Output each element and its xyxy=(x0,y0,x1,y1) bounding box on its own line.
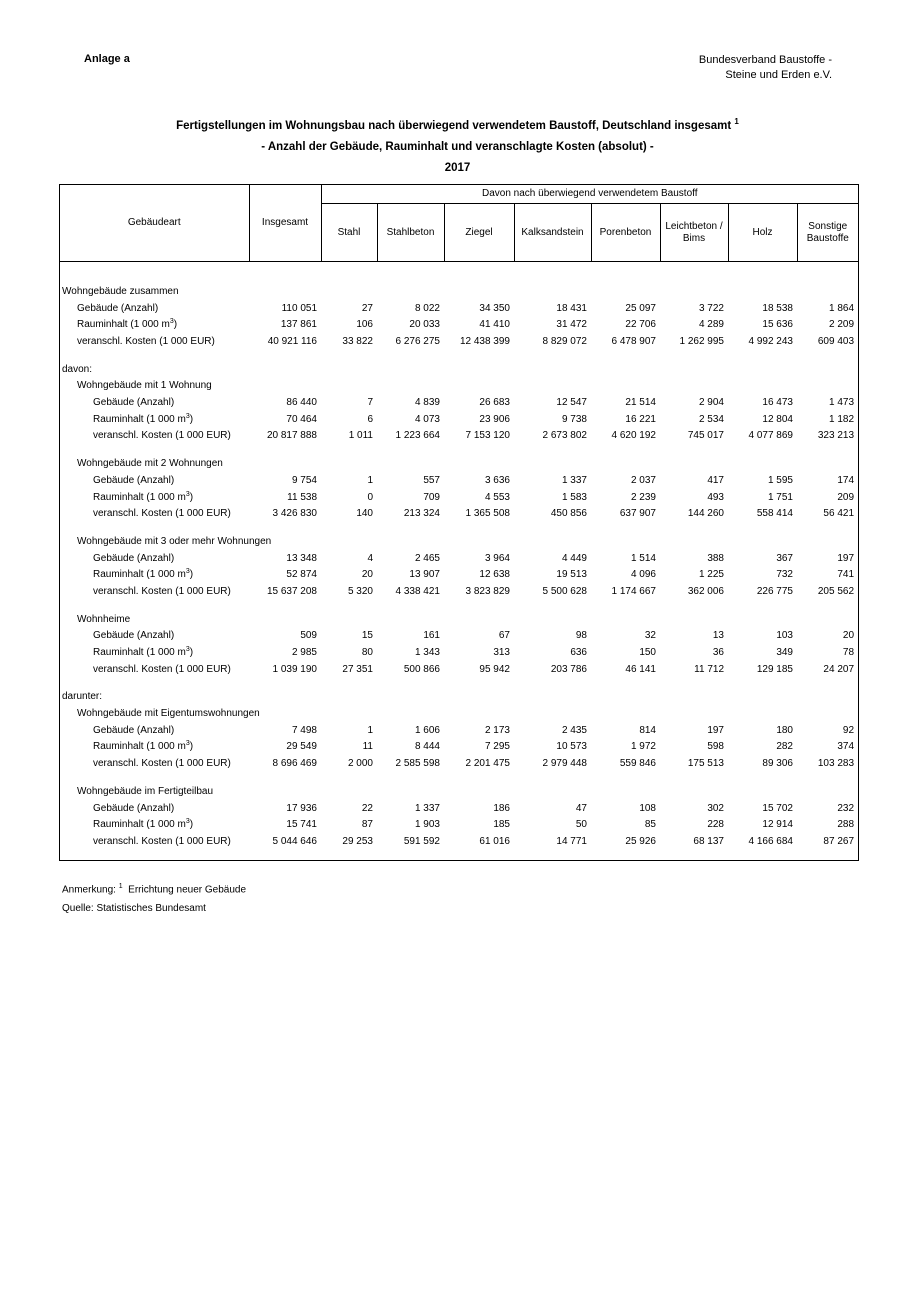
table-row xyxy=(60,411,858,428)
table-cell: 2 000 xyxy=(347,758,373,770)
table-cell: 87 xyxy=(361,819,373,831)
table-cell: 609 403 xyxy=(817,336,855,347)
section-label: Wohngebäude zusammen xyxy=(62,285,179,297)
section-label: Wohngebäude im Fertigteilbau xyxy=(77,785,214,797)
section-label: Wohngebäude mit 1 Wohnung xyxy=(77,380,212,392)
table-cell: 493 xyxy=(707,491,724,503)
statistics-table xyxy=(60,185,858,850)
table-cell: 15 637 208 xyxy=(266,585,317,597)
table-cell: 21 514 xyxy=(625,397,656,409)
table-cell: 709 xyxy=(423,491,440,503)
table-cell: 4 992 243 xyxy=(748,336,793,347)
table-row xyxy=(60,706,858,723)
table-cell: 103 xyxy=(776,630,793,642)
table-cell: 1 223 664 xyxy=(395,430,440,442)
table-cell: 1 751 xyxy=(767,491,793,503)
table-cell: 13 xyxy=(712,630,724,642)
table-cell: 1 337 xyxy=(414,802,440,814)
table-cell: 15 741 xyxy=(286,819,317,831)
table-cell: 12 547 xyxy=(556,397,587,409)
table-row xyxy=(60,456,858,473)
row-label: veranschl. Kosten (1 000 EUR) xyxy=(77,336,215,347)
header-sonstige: Sonstige Baustoffe xyxy=(806,220,849,244)
row-label: Gebäude (Anzahl) xyxy=(93,397,175,409)
header-stahl: Stahl xyxy=(321,204,377,262)
table-cell: 13 907 xyxy=(409,569,440,581)
row-label: Rauminhalt (1 000 $m^3$) xyxy=(93,740,194,753)
table-cell: 18 538 xyxy=(762,302,793,314)
table-cell: 16 221 xyxy=(625,413,656,425)
table-cell: 140 xyxy=(356,508,373,520)
table-row xyxy=(60,334,858,351)
table-cell: 8 829 072 xyxy=(542,336,587,347)
title-year: 2017 xyxy=(444,161,471,174)
table-cell: 2 239 xyxy=(630,491,656,503)
table-cell: 814 xyxy=(639,724,656,736)
row-label: Gebäude (Anzahl) xyxy=(93,724,175,736)
table-cell: 24 207 xyxy=(823,663,855,675)
table-cell: 95 942 xyxy=(479,663,510,675)
table-cell: 450 856 xyxy=(550,508,587,520)
table-cell: 2 435 xyxy=(561,724,587,736)
table-cell: 302 xyxy=(707,802,724,814)
table-cell: 1 039 190 xyxy=(272,663,317,675)
section-label: Wohngebäude mit Eigentumswohnungen xyxy=(77,708,260,720)
table-cell: 161 xyxy=(423,630,440,642)
row-label: veranschl. Kosten (1 000 EUR) xyxy=(93,508,231,520)
table-cell: 2 209 xyxy=(828,319,855,331)
table-row xyxy=(60,628,858,645)
table-cell: 6 xyxy=(367,413,373,425)
table-cell: 137 861 xyxy=(280,319,317,331)
row-label: Gebäude (Anzahl) xyxy=(93,552,175,564)
table-cell: 636 xyxy=(570,647,587,658)
table-cell: 6 478 907 xyxy=(611,336,656,347)
table-cell: 56 421 xyxy=(823,508,855,520)
table-row xyxy=(60,428,858,445)
table-cell: 85 xyxy=(644,819,656,831)
table-cell: 70 464 xyxy=(286,413,317,425)
header-holz: Holz xyxy=(728,204,797,262)
table-cell: 5 500 628 xyxy=(542,585,587,597)
row-label: veranschl. Kosten (1 000 EUR) xyxy=(93,758,231,770)
table-cell: 4 839 xyxy=(414,397,440,409)
table-cell: 2 465 xyxy=(414,552,440,564)
header-insgesamt: Insgesamt xyxy=(249,185,321,262)
table-cell: 1 606 xyxy=(414,724,440,736)
table-cell: 103 283 xyxy=(817,758,855,770)
table-cell: 1 595 xyxy=(767,474,793,486)
table-cell: 2 173 xyxy=(484,724,510,736)
table-cell: 5 044 646 xyxy=(272,835,317,847)
table-cell: 388 xyxy=(707,552,724,564)
row-label: veranschl. Kosten (1 000 EUR) xyxy=(93,663,231,675)
table-row xyxy=(60,567,858,584)
table-row xyxy=(60,350,858,361)
table-cell: 22 xyxy=(361,802,373,814)
section-label: Wohnheime xyxy=(77,613,131,625)
table-cell: 197 xyxy=(707,724,724,736)
table-cell: 4 553 xyxy=(484,491,510,503)
table-cell: 9 738 xyxy=(561,413,587,425)
table-row xyxy=(60,756,858,773)
table-cell: 591 592 xyxy=(403,835,440,847)
table-row xyxy=(60,550,858,567)
table-cell: 1 583 xyxy=(561,491,587,503)
table-cell: 20 033 xyxy=(409,319,440,331)
header-stahlbeton: Stahlbeton xyxy=(377,204,444,262)
table-cell: 7 153 120 xyxy=(465,430,510,442)
table-cell: 3 964 xyxy=(484,552,510,564)
table-cell: 22 706 xyxy=(625,319,656,331)
table-row xyxy=(60,317,858,334)
table-row xyxy=(60,611,858,628)
table-body xyxy=(60,262,858,851)
section-label: davon: xyxy=(62,363,93,375)
table-cell: 52 874 xyxy=(286,569,317,581)
row-label: Gebäude (Anzahl) xyxy=(93,630,175,642)
table-cell: 559 846 xyxy=(619,758,656,770)
header-davon: Davon nach überwiegend verwendetem Baustoff xyxy=(321,185,858,204)
table-cell: 16 473 xyxy=(762,397,793,409)
annex-label: Anlage a xyxy=(84,53,130,65)
table-cell: 12 804 xyxy=(762,413,793,425)
table-row xyxy=(60,489,858,506)
table-cell: 203 786 xyxy=(550,663,587,675)
table-cell: 110 051 xyxy=(281,302,317,314)
table-cell: 2 201 475 xyxy=(465,758,510,770)
table-cell: 12 638 xyxy=(479,569,510,581)
table-cell: 67 xyxy=(498,630,510,642)
footnote-quelle: Quelle: Statistisches Bundesamt xyxy=(62,903,206,915)
table-row xyxy=(60,817,858,834)
table-cell: 7 xyxy=(367,397,373,409)
table-cell: 50 xyxy=(575,819,587,831)
table-cell: 150 xyxy=(639,647,656,658)
table-cell: 205 562 xyxy=(817,585,855,597)
header-ziegel: Ziegel xyxy=(444,204,514,262)
table-cell: 1 972 xyxy=(630,741,656,753)
table-cell: 598 xyxy=(707,741,724,753)
table-cell: 2 585 598 xyxy=(395,758,440,770)
statistics-table-frame xyxy=(59,184,859,861)
table-row xyxy=(60,661,858,678)
row-label: veranschl. Kosten (1 000 EUR) xyxy=(93,430,231,442)
table-cell: 11 712 xyxy=(694,663,724,675)
table-cell: 8 022 xyxy=(414,302,440,314)
table-row xyxy=(60,523,858,534)
table-cell: 5 320 xyxy=(347,585,373,597)
table-cell: 228 xyxy=(707,819,724,831)
table-cell: 313 xyxy=(493,647,510,658)
table-cell: 11 538 xyxy=(287,491,317,503)
title-line-1: Fertigstellungen im Wohnungsbau nach überwiegend verwendetem Baustoff, Deutschland insgesamt $^1$ xyxy=(176,117,739,132)
table-cell: 9 754 xyxy=(291,474,317,486)
table-cell: 27 351 xyxy=(342,663,373,675)
table-cell: 1 xyxy=(367,724,373,736)
header-leichtbeton: Leichtbeton / Bims xyxy=(660,204,728,262)
table-cell: 349 xyxy=(776,647,793,658)
table-row xyxy=(60,834,858,851)
table-cell: 3 722 xyxy=(698,302,724,314)
table-cell: 61 016 xyxy=(479,835,510,847)
table-cell: 23 906 xyxy=(479,413,510,425)
table-row xyxy=(60,273,858,284)
table-cell: 1 864 xyxy=(828,302,855,314)
table-cell: 92 xyxy=(842,724,855,736)
table-cell: 8 444 xyxy=(414,741,440,753)
table-cell: 46 141 xyxy=(625,663,656,675)
section-label: Wohngebäude mit 2 Wohnungen xyxy=(77,458,223,470)
table-row xyxy=(60,800,858,817)
table-cell: 11 xyxy=(362,741,373,753)
table-cell: 7 498 xyxy=(291,724,317,736)
table-cell: 41 410 xyxy=(479,319,510,331)
table-cell: 98 xyxy=(575,630,587,642)
table-cell: 29 253 xyxy=(342,835,373,847)
table-cell: 4 077 869 xyxy=(748,430,793,442)
table-cell: 10 573 xyxy=(556,741,587,753)
table-cell: 4 096 xyxy=(630,569,656,581)
table-cell: 7 295 xyxy=(484,741,510,753)
table-cell: 34 350 xyxy=(479,302,510,314)
table-cell: 1 903 xyxy=(414,819,440,831)
table-cell: 25 097 xyxy=(625,302,656,314)
table-cell: 1 225 xyxy=(698,569,724,581)
table-cell: 1 473 xyxy=(828,397,855,409)
table-cell: 367 xyxy=(776,552,793,564)
table-cell: 6 276 275 xyxy=(395,336,440,347)
table-cell: 129 185 xyxy=(756,663,793,675)
title-footnote-marker: 1 xyxy=(734,117,739,126)
table-cell: 108 xyxy=(639,802,656,814)
table-row xyxy=(60,783,858,800)
header-kalksandstein: Kalksandstein xyxy=(514,204,591,262)
table-cell: 8 696 469 xyxy=(272,758,317,770)
table-cell: 417 xyxy=(707,474,724,486)
table-cell: 80 xyxy=(361,647,373,658)
table-cell: 2 979 448 xyxy=(542,758,587,770)
table-cell: 180 xyxy=(776,724,793,736)
table-row xyxy=(60,284,858,301)
table-row xyxy=(60,772,858,783)
table-cell: 745 017 xyxy=(687,430,724,442)
table-cell: 4 166 684 xyxy=(748,835,793,847)
table-cell: 1 174 667 xyxy=(611,585,656,597)
table-cell: 29 549 xyxy=(286,741,317,753)
table-cell: 1 011 xyxy=(348,430,373,442)
table-cell: 1 182 xyxy=(828,413,855,425)
table-cell: 17 936 xyxy=(286,802,317,814)
table-cell: 558 414 xyxy=(756,508,793,520)
table-cell: 741 xyxy=(837,569,855,581)
table-cell: 232 xyxy=(837,802,855,814)
table-row xyxy=(60,300,858,317)
table-cell: 3 823 829 xyxy=(465,585,510,597)
table-row xyxy=(60,600,858,611)
table-cell: 175 513 xyxy=(687,758,724,770)
table-cell: 33 822 xyxy=(342,336,373,347)
table-cell: 18 431 xyxy=(556,302,587,314)
table-cell: 4 073 xyxy=(414,413,440,425)
title-line-2: - Anzahl der Gebäude, Rauminhalt und veranschlagte Kosten (absolut) - xyxy=(261,140,654,153)
table-cell: 36 xyxy=(712,647,724,658)
table-row xyxy=(60,472,858,489)
document-title xyxy=(0,111,915,179)
section-label: darunter: xyxy=(62,691,103,703)
table-cell: 12 914 xyxy=(762,819,793,831)
table-cell: 209 xyxy=(837,491,855,503)
table-cell: 4 338 421 xyxy=(395,585,440,597)
table-cell: 4 620 192 xyxy=(611,430,656,442)
table-cell: 1 337 xyxy=(561,474,587,486)
table-cell: 1 343 xyxy=(414,647,440,658)
row-label: veranschl. Kosten (1 000 EUR) xyxy=(93,585,231,597)
table-cell: 144 260 xyxy=(687,508,724,520)
table-cell: 2 037 xyxy=(630,474,656,486)
table-row xyxy=(60,506,858,523)
header-porenbeton: Porenbeton xyxy=(591,204,660,262)
table-cell: 87 267 xyxy=(823,835,855,847)
row-label: Gebäude (Anzahl) xyxy=(93,474,175,486)
table-cell: 1 xyxy=(367,474,373,486)
table-cell: 637 907 xyxy=(619,508,656,520)
table-cell: 288 xyxy=(837,819,855,831)
row-label: veranschl. Kosten (1 000 EUR) xyxy=(93,835,231,847)
table-cell: 31 472 xyxy=(556,319,587,331)
table-cell: 89 306 xyxy=(762,758,793,770)
table-cell: 15 xyxy=(361,630,373,642)
row-label: Rauminhalt (1 000 $m^3$) xyxy=(93,818,194,831)
footnote-anmerkung: Anmerkung: $^1$ Errichtung neuer Gebäude xyxy=(62,883,247,896)
table-cell: 282 xyxy=(776,741,793,753)
table-cell: 2 673 802 xyxy=(542,430,587,442)
table-cell: 4 449 xyxy=(561,552,587,564)
table-cell: 40 921 116 xyxy=(267,336,317,347)
table-cell: 4 289 xyxy=(698,319,724,331)
table-cell: 500 866 xyxy=(403,663,440,675)
table-cell: 4 xyxy=(367,552,373,564)
table-cell: 15 636 xyxy=(762,319,793,331)
table-cell: 2 904 xyxy=(698,397,724,409)
table-cell: 213 324 xyxy=(403,508,440,520)
organization-line-2: Steine und Erden e.V. xyxy=(725,69,832,81)
table-cell: 3 636 xyxy=(484,474,510,486)
table-cell: 26 683 xyxy=(479,397,510,409)
table-cell: 174 xyxy=(837,474,855,486)
table-cell: 374 xyxy=(837,741,855,753)
table-cell: 509 xyxy=(300,630,317,642)
table-cell: 20 xyxy=(842,630,855,642)
table-cell: 19 513 xyxy=(556,569,587,581)
table-cell: 15 702 xyxy=(762,802,793,814)
table-row xyxy=(60,395,858,412)
table-row xyxy=(60,378,858,395)
table-row xyxy=(60,361,858,378)
table-cell: 27 xyxy=(361,302,373,314)
table-cell: 106 xyxy=(356,319,373,331)
table-row xyxy=(60,645,858,662)
table-cell: 12 438 399 xyxy=(459,336,510,347)
table-cell: 0 xyxy=(367,491,373,503)
table-cell: 14 771 xyxy=(556,835,587,847)
row-label: Rauminhalt (1 000 $m^3$) xyxy=(93,568,194,581)
table-cell: 78 xyxy=(842,647,855,658)
section-label: Wohngebäude mit 3 oder mehr Wohnungen xyxy=(77,535,272,547)
table-cell: 197 xyxy=(837,552,855,564)
table-row xyxy=(60,534,858,551)
table-cell: 557 xyxy=(423,474,440,486)
table-cell: 13 348 xyxy=(286,552,317,564)
row-label: Rauminhalt (1 000 $m^3$) xyxy=(93,490,194,503)
table-row xyxy=(60,689,858,706)
table-cell: 47 xyxy=(575,802,587,814)
table-cell: 226 775 xyxy=(756,585,793,597)
table-cell: 2 985 xyxy=(291,647,317,658)
table-cell: 25 926 xyxy=(625,835,656,847)
table-row xyxy=(60,722,858,739)
table-cell: 68 137 xyxy=(693,835,724,847)
table-row xyxy=(60,584,858,601)
row-label: Gebäude (Anzahl) xyxy=(77,302,159,314)
table-cell: 1 365 508 xyxy=(465,508,510,520)
table-cell: 1 514 xyxy=(630,552,656,564)
table-row xyxy=(60,678,858,689)
table-cell: 185 xyxy=(493,819,510,831)
organization-name xyxy=(699,53,832,83)
table-cell: 86 440 xyxy=(286,397,317,409)
row-label: Rauminhalt (1 000 $m^3$) xyxy=(93,646,194,658)
table-row xyxy=(60,445,858,456)
table-cell: 362 006 xyxy=(687,585,724,597)
table-cell: 323 213 xyxy=(817,430,855,442)
table-cell: 186 xyxy=(493,802,510,814)
table-cell: 1 262 995 xyxy=(679,336,724,347)
footnotes xyxy=(62,877,246,918)
table-cell: 20 xyxy=(361,569,373,581)
table-cell: 3 426 830 xyxy=(272,508,317,520)
row-label: Rauminhalt (1 000 $m^3$) xyxy=(93,412,194,425)
table-cell: 2 534 xyxy=(698,413,724,425)
table-cell: 20 817 888 xyxy=(266,430,317,442)
table-cell: 732 xyxy=(776,569,793,581)
row-label: Rauminhalt (1 000 $m^3$) xyxy=(77,318,178,331)
table-row xyxy=(60,262,858,273)
table-cell: 32 xyxy=(644,630,656,642)
header-gebaeudeart: Gebäudeart xyxy=(60,185,249,262)
row-label: Gebäude (Anzahl) xyxy=(93,802,175,814)
organization-line-1: Bundesverband Baustoffe - xyxy=(698,54,832,66)
table-row xyxy=(60,739,858,756)
